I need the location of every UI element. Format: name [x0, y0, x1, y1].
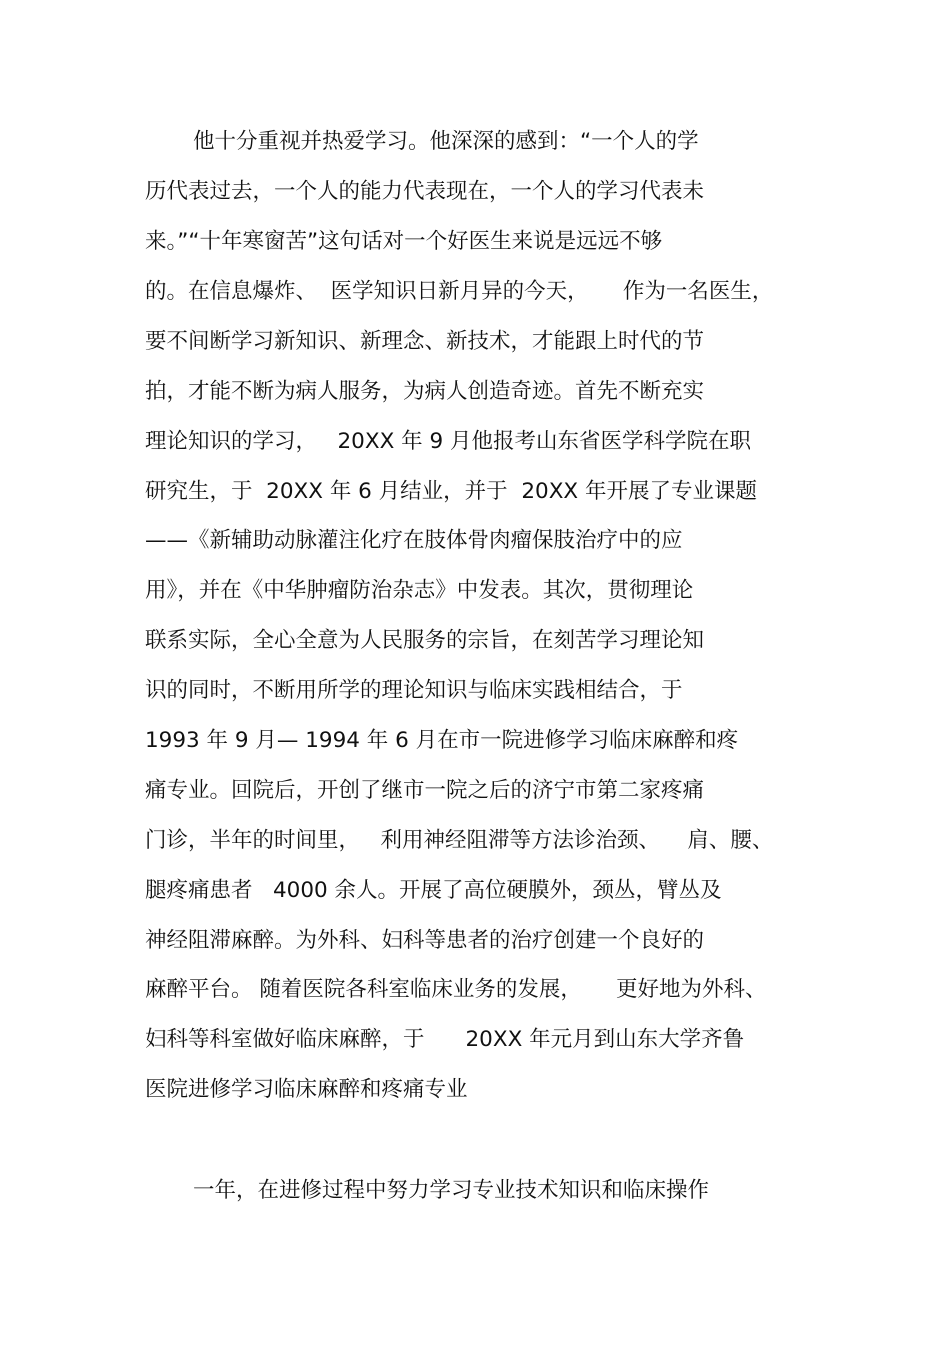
- paragraph-1-line-9: ——《新辅助动脉灌注化疗在肢体骨肉瘤保肢治疗中的应: [145, 528, 683, 553]
- paragraph-1-line-10: 用》，并在《中华肿瘤防治杂志》中发表。其次，贯彻理论: [145, 578, 694, 603]
- paragraph-1-line-2: 历代表过去，一个人的能力代表现在，一个人的学习代表未: [145, 179, 705, 204]
- paragraph-1-line-15: 门诊，半年的时间里， 利用神经阻滞等方法诊治颈、 肩、腰、: [145, 828, 774, 853]
- paragraph-1-line-7: 理论知识的学习， 20XX 年 9 月他报考山东省医学科学院在职: [145, 429, 752, 454]
- paragraph-1-line-20: 医院进修学习临床麻醉和疼痛专业: [145, 1077, 468, 1102]
- paragraph-1-line-12: 识的同时，不断用所学的理论知识与临床实践相结合，于: [145, 678, 683, 703]
- paragraph-1-line-19: 妇科等科室做好临床麻醉，于 20XX 年元月到山东大学齐鲁: [145, 1027, 745, 1052]
- paragraph-1-line-4: 的。在信息爆炸、 医学知识日新月异的今天， 作为一名医生，: [145, 279, 774, 304]
- paragraph-1-line-16: 腿疼痛患者 4000 余人。开展了高位硬膜外，颈丛，臂丛及: [145, 878, 722, 903]
- paragraph-1-line-14: 痛专业。回院后，开创了继市一院之后的济宁市第二家疼痛: [145, 778, 705, 803]
- paragraph-1-line-11: 联系实际，全心全意为人民服务的宗旨，在刻苦学习理论知: [145, 628, 705, 653]
- paragraph-1-line-8: 研究生，于 20XX 年 6 月结业，并于 20XX 年开展了专业课题: [145, 479, 757, 504]
- paragraph-1-line-3: 来。”“十年寒窗苦”这句话对一个好医生来说是远远不够: [145, 229, 663, 254]
- paragraph-1-line-6: 拍，才能不断为病人服务，为病人创造奇迹。首先不断充实: [145, 379, 705, 404]
- paragraph-1-line-5: 要不间断学习新知识、新理念、新技术，才能跟上时代的节: [145, 329, 705, 354]
- paragraph-1-line-18: 麻醉平台。 随着医院各科室临床业务的发展， 更好地为外科、: [145, 977, 767, 1002]
- paragraph-1-line-17: 神经阻滞麻醉。为外科、妇科等患者的治疗创建一个良好的: [145, 928, 705, 953]
- paragraph-1-line-13: 1993 年 9 月— 1994 年 6 月在市一院进修学习临床麻醉和疼: [145, 728, 739, 753]
- paragraph-2-line-1: 一年，在进修过程中努力学习专业技术知识和临床操作: [193, 1178, 710, 1203]
- paragraph-1-line-1: 他十分重视并热爱学习。他深深的感到：“一个人的学: [193, 129, 699, 154]
